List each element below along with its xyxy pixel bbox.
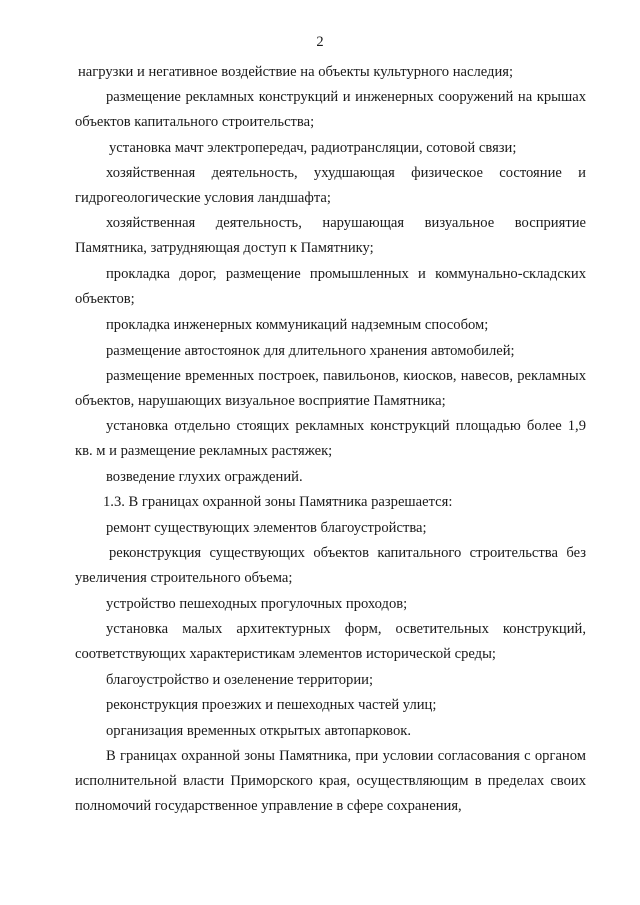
paragraph-2: размещение рекламных конструкций и инженерных сооружений на крышах объектов капитального строительства; xyxy=(75,89,586,130)
paragraph-4: хозяйственная деятельность, ухудшающая физическое состояние и гидрогеологические условия ландшафта; xyxy=(75,165,586,206)
paragraph-19: организация временных открытых автопарковок. xyxy=(106,723,411,739)
paragraph-14: реконструкция существующих объектов капитального строительства без увеличения строительного объема; xyxy=(75,545,586,586)
paragraph-20: В границах охранной зоны Памятника, при условии согласования с органом исполнительной власти Приморского края, осуществляющим в пределах своих полномочий государственное управление в сфере сохранения, xyxy=(75,748,586,814)
paragraph-3: установка мачт электропередач, радиотрансляции, сотовой связи; xyxy=(109,140,517,156)
paragraph-13: ремонт существующих элементов благоустройства; xyxy=(106,520,427,536)
paragraph-7: прокладка инженерных коммуникаций надземным способом; xyxy=(106,317,489,333)
paragraph-12: 1.3. В границах охранной зоны Памятника разрешается: xyxy=(103,494,453,510)
paragraph-18: реконструкция проезжих и пешеходных частей улиц; xyxy=(106,697,437,713)
paragraph-16: установка малых архитектурных форм, осветительных конструкций, соответствующих характеристикам элементов исторической среды; xyxy=(75,621,586,662)
paragraph-17: благоустройство и озеленение территории; xyxy=(106,672,374,688)
paragraph-10: установка отдельно стоящих рекламных конструкций площадью более 1,9 кв. м и размещение рекламных растяжек; xyxy=(75,418,586,459)
paragraph-6: прокладка дорог, размещение промышленных и коммунально-складских объектов; xyxy=(75,266,586,307)
paragraph-1: нагрузки и негативное воздействие на объекты культурного наследия; xyxy=(78,64,514,80)
paragraph-5: хозяйственная деятельность, нарушающая визуальное восприятие Памятника, затрудняющая доступ к Памятнику; xyxy=(75,215,586,256)
paragraph-8: размещение автостоянок для длительного хранения автомобилей; xyxy=(106,343,515,359)
paragraph-9: размещение временных построек, павильонов, киосков, навесов, рекламных объектов, нарушающих визуальное восприятие Памятника; xyxy=(75,368,586,409)
paragraph-11: возведение глухих ограждений. xyxy=(106,469,303,485)
page-number: 2 xyxy=(316,34,324,50)
paragraph-15: устройство пешеходных прогулочных проходов; xyxy=(106,596,408,612)
